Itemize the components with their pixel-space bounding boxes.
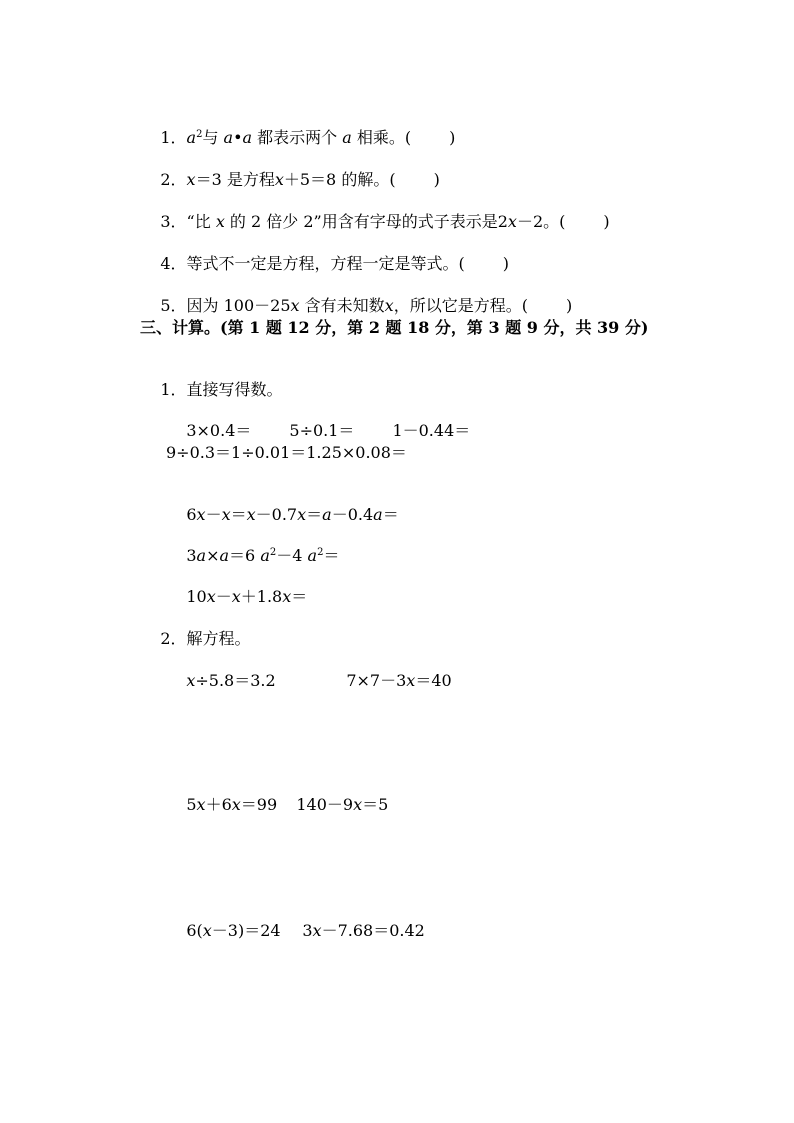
equation-5: 6(x－3)＝24 bbox=[186, 921, 281, 940]
judge-item-4: 4．等式不一定是方程，方程一定是等式。( ) bbox=[160, 254, 510, 273]
equation-4: 140－9x＝5 bbox=[296, 795, 389, 814]
item-number: 3． bbox=[160, 212, 187, 231]
item-number: 2． bbox=[160, 170, 187, 189]
oral-row-4: 3a×a＝6 $a^2-4$ $a^2=$ bbox=[186, 546, 340, 565]
oral-row-1: 3×0.4＝ 5÷0.1＝ 1－0.44＝ bbox=[186, 421, 471, 440]
question-1-title: 1．直接写得数。 bbox=[160, 380, 283, 399]
question-2-title: 2．解方程。 bbox=[160, 629, 251, 648]
equation-2: 7×7－3x＝40 bbox=[346, 671, 452, 690]
judge-item-2: 2．x＝3 是方程x＋5＝8 的解。( ) bbox=[160, 170, 440, 189]
equation-6: 3x－7.68＝0.42 bbox=[302, 921, 425, 940]
item-number: 5． bbox=[160, 296, 187, 315]
equation-3: 5x＋6x＝99 bbox=[186, 795, 278, 814]
judge-item-3: 3．“比 x 的 2 倍少 2”用含有字母的式子表示是2x－2。( ) bbox=[160, 212, 610, 231]
judge-item-5: 5．因为 100－25x 含有未知数x，所以它是方程。( ) bbox=[160, 296, 573, 315]
item-number: 4． bbox=[160, 254, 187, 273]
oral-row-3: 6x－x＝x－0.7x＝a－0.4a＝ bbox=[186, 505, 399, 524]
oral-row-5: 10x－x＋1.8x＝ bbox=[186, 587, 308, 606]
judge-item-1: 1．$a^2$与 a•a 都表示两个 a 相乘。( ) bbox=[160, 128, 456, 147]
item-number: 1． bbox=[160, 128, 187, 147]
equation-1: x÷5.8＝3.2 bbox=[186, 671, 276, 690]
oral-row-2: 9÷0.3＝1÷0.01＝1.25×0.08＝ bbox=[166, 443, 407, 462]
section-heading: 三、计算。(第 1 题 12 分，第 2 题 18 分，第 3 题 9 分，共 39 分) bbox=[140, 318, 649, 337]
